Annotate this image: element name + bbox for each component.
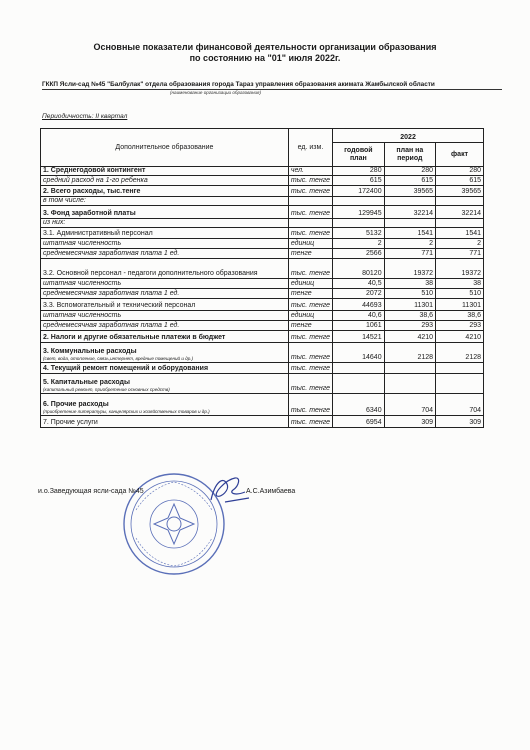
- table-row: [41, 343, 484, 363]
- row-label-text: штатная численность: [43, 240, 122, 247]
- row-label-text: 2. Всего расходы, тыс.тенге: [43, 188, 141, 195]
- row-unit: [288, 219, 332, 228]
- cell-annual: 129945: [333, 206, 384, 219]
- cell-fact: 771: [436, 249, 484, 259]
- cell-fact: 4210: [436, 331, 484, 343]
- cell-fact: [436, 374, 484, 394]
- cell-fact: 19372: [436, 259, 484, 279]
- row-label: [41, 299, 289, 311]
- row-label-text: штатная численность: [43, 280, 122, 287]
- row-label-text: 3.3. Вспомогательный и технический персонал: [43, 302, 196, 309]
- cell-period: [384, 197, 435, 206]
- signatory-name: А.С.Азимбаева: [246, 488, 296, 495]
- row-label-text: 4. Текущий ремонт помещений и оборудования: [43, 365, 209, 372]
- row-unit: тенге: [288, 249, 332, 259]
- row-label-text: 2. Налоги и другие обязательные платежи в бюджет: [43, 334, 226, 341]
- row-label: [41, 228, 289, 239]
- row-label-text: среднемесячная заработная плата 1 ед.: [43, 250, 180, 257]
- row-unit: единиц: [288, 279, 332, 289]
- row-label-text: 5. Капитальные расходы: [43, 379, 130, 386]
- row-label: [41, 374, 289, 394]
- row-label: [41, 259, 289, 279]
- cell-period: 510: [384, 289, 435, 299]
- table-body: [41, 167, 484, 428]
- cell-fact: [436, 219, 484, 228]
- header-year: 2022: [333, 129, 484, 143]
- cell-fact: 38: [436, 279, 484, 289]
- row-unit: тыс. тенге: [288, 343, 332, 363]
- table-row: [41, 311, 484, 321]
- cell-period: 4210: [384, 331, 435, 343]
- row-label: [41, 289, 289, 299]
- row-label-text: 3. Коммунальные расходы: [43, 348, 137, 355]
- cell-annual: 44693: [333, 299, 384, 311]
- cell-annual: 14640: [333, 343, 384, 363]
- cell-fact: 2: [436, 239, 484, 249]
- row-label: [41, 363, 289, 374]
- table-row: [41, 374, 484, 394]
- table-row: [41, 289, 484, 299]
- cell-fact: 293: [436, 321, 484, 331]
- cell-period: 39565: [384, 186, 435, 197]
- cell-annual: 2072: [333, 289, 384, 299]
- table-row: [41, 219, 484, 228]
- table-row: [41, 206, 484, 219]
- cell-period: 2128: [384, 343, 435, 363]
- row-unit: чел.: [288, 167, 332, 176]
- cell-fact: 510: [436, 289, 484, 299]
- row-unit: тыс. тенге: [288, 331, 332, 343]
- cell-fact: 704: [436, 394, 484, 416]
- table-row: [41, 279, 484, 289]
- row-unit: тыс. тенге: [288, 176, 332, 186]
- cell-fact: 39565: [436, 186, 484, 197]
- organization-name: ГККП Ясли-сад №45 "Балбулак" отдела образования города Тараз управления образования акимата Жамбылской области: [42, 80, 502, 90]
- row-unit: тыс. тенге: [288, 394, 332, 416]
- row-unit: тенге: [288, 321, 332, 331]
- row-label-text: 7. Прочие услуги: [43, 419, 98, 426]
- table-row: [41, 228, 484, 239]
- cell-fact: [436, 197, 484, 206]
- table-row: [41, 416, 484, 428]
- cell-period: 280: [384, 167, 435, 176]
- row-label: [41, 394, 289, 416]
- cell-fact: [436, 363, 484, 374]
- row-note: (приобретение литературы, канцелярских и хозяйственных товаров и др.): [43, 409, 210, 414]
- table-row: [41, 331, 484, 343]
- row-label-text: из них:: [43, 219, 66, 226]
- row-label: [41, 343, 289, 363]
- cell-annual: 40,5: [333, 279, 384, 289]
- cell-annual: 6340: [333, 394, 384, 416]
- row-label: [41, 416, 289, 428]
- row-label: [41, 239, 289, 249]
- cell-period: [384, 363, 435, 374]
- cell-annual: 615: [333, 176, 384, 186]
- row-unit: тыс. тенге: [288, 299, 332, 311]
- table-row: [41, 239, 484, 249]
- cell-annual: 1061: [333, 321, 384, 331]
- row-unit: единиц: [288, 311, 332, 321]
- cell-period: [384, 219, 435, 228]
- header-period-plan: план на период: [384, 143, 435, 167]
- cell-fact: 309: [436, 416, 484, 428]
- cell-annual: [333, 219, 384, 228]
- cell-annual: 14521: [333, 331, 384, 343]
- cell-period: [384, 374, 435, 394]
- row-label: [41, 167, 289, 176]
- cell-fact: 280: [436, 167, 484, 176]
- row-label-text: 1. Среднегодовой контингент: [43, 167, 146, 174]
- cell-period: 38: [384, 279, 435, 289]
- row-unit: тыс. тенге: [288, 228, 332, 239]
- cell-period: 309: [384, 416, 435, 428]
- cell-fact: 11301: [436, 299, 484, 311]
- row-label: [41, 206, 289, 219]
- cell-period: 19372: [384, 259, 435, 279]
- row-label-text: 3.1. Административный персонал: [43, 230, 153, 237]
- cell-fact: 38,6: [436, 311, 484, 321]
- row-unit: тенге: [288, 289, 332, 299]
- document-title: [0, 42, 530, 64]
- cell-annual: [333, 374, 384, 394]
- row-note: (свет, вода, отопление, связь,интернет, вредные помещений и др.): [43, 356, 194, 361]
- header-name: Дополнительное образование: [41, 129, 289, 167]
- row-label: [41, 197, 289, 206]
- financial-table: [40, 128, 484, 428]
- row-label: [41, 176, 289, 186]
- cell-period: 32214: [384, 206, 435, 219]
- cell-fact: 1541: [436, 228, 484, 239]
- row-label-text: 3. Фонд заработной платы: [43, 210, 136, 217]
- cell-period: 11301: [384, 299, 435, 311]
- row-label-text: среднемесячная заработная плата 1 ед.: [43, 290, 180, 297]
- cell-fact: 2128: [436, 343, 484, 363]
- cell-annual: 2: [333, 239, 384, 249]
- cell-period: 771: [384, 249, 435, 259]
- table-row: [41, 259, 484, 279]
- signatory-position: и.о.Заведующая ясли-сада №45: [38, 488, 144, 495]
- table-row: [41, 321, 484, 331]
- row-label: [41, 321, 289, 331]
- cell-annual: 80120: [333, 259, 384, 279]
- row-label: [41, 219, 289, 228]
- table-row: [41, 363, 484, 374]
- row-label-text: 6. Прочие расходы: [43, 401, 109, 408]
- cell-fact: 32214: [436, 206, 484, 219]
- row-label: [41, 311, 289, 321]
- header-annual-plan: годовой план: [333, 143, 384, 167]
- row-label-text: среднемесячная заработная плата 1 ед.: [43, 322, 180, 329]
- cell-annual: [333, 363, 384, 374]
- cell-annual: 6954: [333, 416, 384, 428]
- row-unit: тыс. тенге: [288, 363, 332, 374]
- row-label-text: в том числе:: [43, 197, 86, 204]
- table-row: [41, 197, 484, 206]
- table-row: [41, 167, 484, 176]
- table-row: [41, 299, 484, 311]
- cell-period: 704: [384, 394, 435, 416]
- cell-annual: 5132: [333, 228, 384, 239]
- row-label: [41, 186, 289, 197]
- title-line-2: по состоянию на "01" июля 2022г.: [189, 53, 341, 63]
- cell-period: 293: [384, 321, 435, 331]
- table-row: [41, 249, 484, 259]
- row-label: [41, 331, 289, 343]
- cell-annual: 40,6: [333, 311, 384, 321]
- title-line-1: Основные показатели финансовой деятельности организации образования: [93, 42, 437, 52]
- cell-period: 1541: [384, 228, 435, 239]
- organization-note: (наименование организации образования): [170, 90, 262, 95]
- row-unit: тыс. тенге: [288, 374, 332, 394]
- row-unit: тыс. тенге: [288, 206, 332, 219]
- periodicity: Периодичность: II квартал: [42, 113, 128, 120]
- header-unit: ед. изм.: [288, 129, 332, 167]
- cell-annual: 280: [333, 167, 384, 176]
- cell-fact: 615: [436, 176, 484, 186]
- cell-annual: 172400: [333, 186, 384, 197]
- header-fact: факт: [436, 143, 484, 167]
- row-unit: тыс. тенге: [288, 416, 332, 428]
- cell-annual: 2566: [333, 249, 384, 259]
- cell-period: 38,6: [384, 311, 435, 321]
- row-label: [41, 249, 289, 259]
- table-row: [41, 176, 484, 186]
- row-label-text: средний расход на 1-го ребенка: [43, 177, 148, 184]
- cell-period: 615: [384, 176, 435, 186]
- cell-period: 2: [384, 239, 435, 249]
- cell-annual: [333, 197, 384, 206]
- row-unit: тыс. тенге: [288, 186, 332, 197]
- row-unit: единиц: [288, 239, 332, 249]
- row-label-text: 3.2. Основной персонал - педагоги дополнительного образования: [43, 270, 258, 277]
- row-label-text: штатная численность: [43, 312, 122, 319]
- row-note: (капитальный ремонт, приобретение основных средств): [43, 387, 170, 392]
- table-row: [41, 394, 484, 416]
- row-unit: тыс. тенге: [288, 259, 332, 279]
- row-unit: [288, 197, 332, 206]
- row-label: [41, 279, 289, 289]
- table-row: [41, 186, 484, 197]
